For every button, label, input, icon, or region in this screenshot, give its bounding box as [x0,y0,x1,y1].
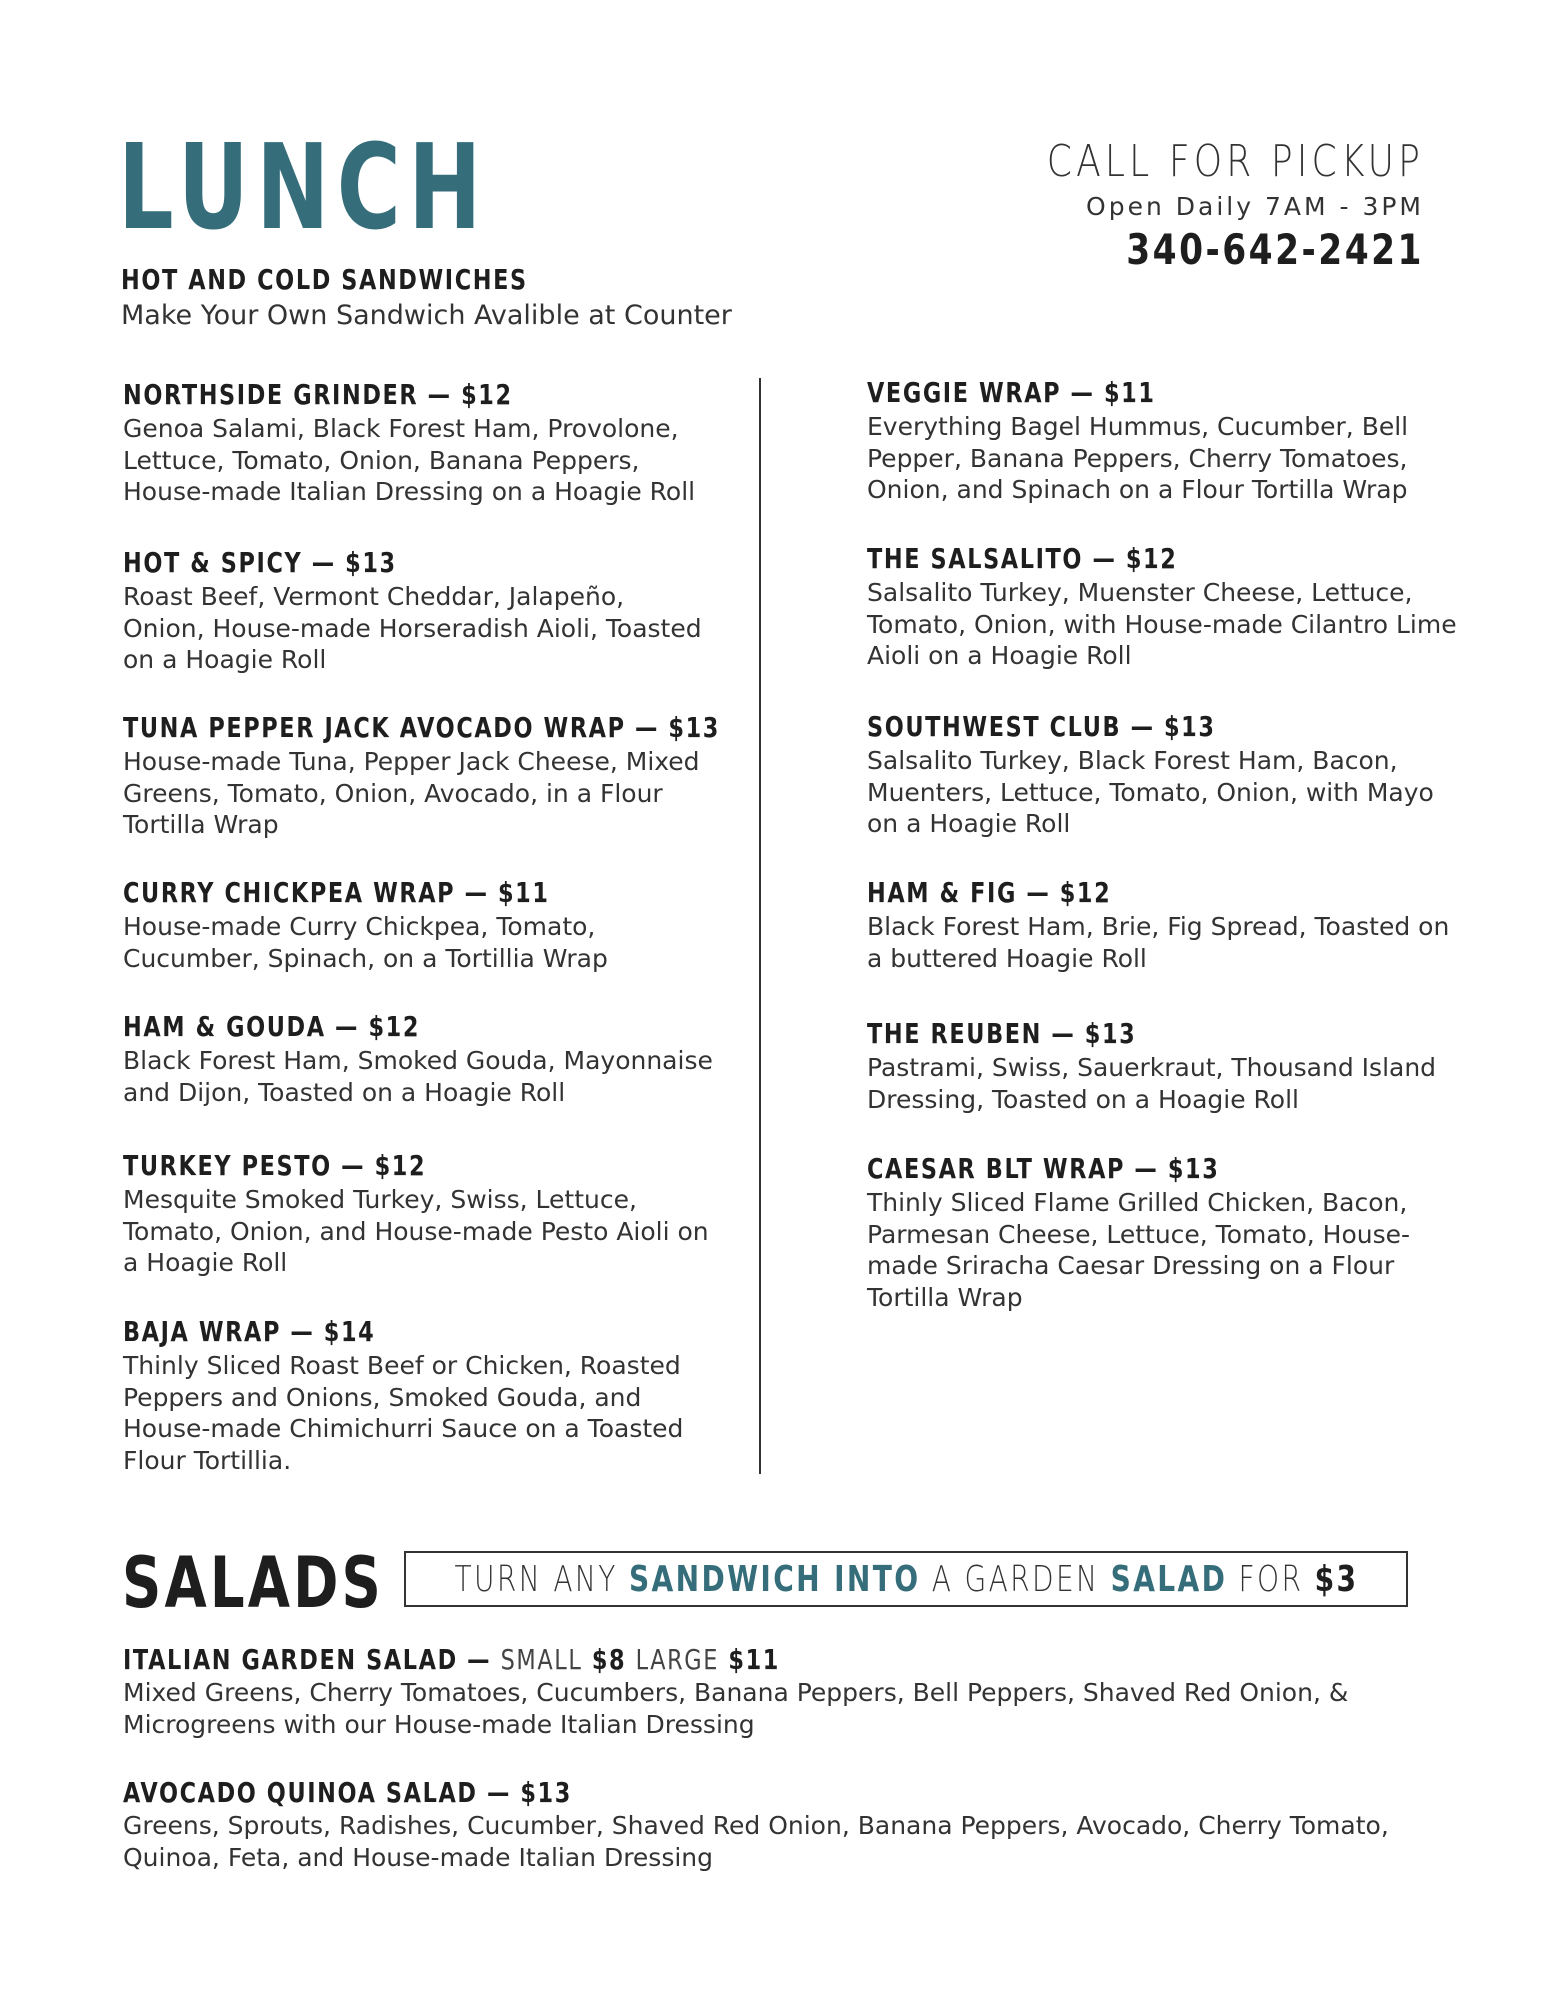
promo-price: $3 [1314,1558,1358,1600]
menu-item [867,1152,1457,1313]
menu-item [867,1017,1457,1115]
menu-item-description: Pastrami, Swiss, Sauerkraut, Thousand Island Dressing, Toasted on a Hoagie Roll [867,1053,1437,1114]
menu-item [867,710,1457,840]
salad-item-name: AVOCADO QUINOA SALAD — $13 [123,1776,572,1809]
salad-promo-banner [404,1551,1408,1607]
menu-item [123,1315,713,1476]
size-large-price: $11 [728,1643,780,1676]
menu-item-description: Everything Bagel Hummus, Cucumber, Bell Pepper, Banana Peppers, Cherry Tomatoes, Onion, and Spinach on a Flour Tortilla Wrap [867,412,1409,504]
menu-item [123,1149,713,1279]
menu-item-description: Thinly Sliced Roast Beef or Chicken, Roasted Peppers and Onions, Smoked Gouda, and House-made Chimichurri Sauce on a Toasted Flour Tortillia. [123,1351,684,1475]
menu-item-description: Salsalito Turkey, Muenster Cheese, Lettuce, Tomato, Onion, with House-made Cilantro Lime Aioli on a Hoagie Roll [867,578,1457,670]
menu-item-name: HOT & SPICY — $13 [123,546,397,579]
menu-item [123,876,713,974]
menu-item [867,542,1457,672]
sandwiches-header [121,263,732,331]
size-small-label: SMALL [500,1643,583,1676]
menu-item-description: Roast Beef, Vermont Cheddar, Jalapeño, Onion, House-made Horseradish Aioli, Toasted on a Hoagie Roll [123,582,702,674]
menu-item-description: House-made Curry Chickpea, Tomato, Cucumber, Spinach, on a Tortillia Wrap [123,912,608,973]
size-small-price: $8 [591,1643,627,1676]
salad-promo-text [454,1559,1358,1600]
menu-item-name: VEGGIE WRAP — $11 [867,376,1156,409]
menu-item-name: CAESAR BLT WRAP — $13 [867,1152,1220,1185]
menu-item-name: HAM & GOUDA — $12 [123,1010,421,1043]
salad-item [123,1643,1423,1740]
menu-item-name: THE SALSALITO — $12 [867,542,1178,575]
pickup-label: CALL FOR PICKUP [1046,136,1424,187]
promo-highlight: SALAD [1110,1558,1227,1600]
menu-item-name: SOUTHWEST CLUB — $13 [867,710,1216,743]
menu-item-description: House-made Tuna, Pepper Jack Cheese, Mixed Greens, Tomato, Onion, Avocado, in a Flour Tortilla Wrap [123,747,700,839]
menu-item-description: Thinly Sliced Flame Grilled Chicken, Bacon, Parmesan Cheese, Lettuce, Tomato, House-made Sriracha Caesar Dressing on a Flour Tortilla Wrap [867,1188,1411,1312]
promo-text-part: FOR [1226,1558,1315,1600]
salad-item-description: Mixed Greens, Cherry Tomatoes, Cucumbers, Banana Peppers, Bell Peppers, Shaved Red Onion, & Microgreens with our House-made Italian Dressing [123,1678,1349,1739]
promo-highlight: SANDWICH INTO [628,1558,921,1600]
menu-item-description: Black Forest Ham, Smoked Gouda, Mayonnaise and Dijon, Toasted on a Hoagie Roll [123,1046,713,1107]
menu-item-description: Genoa Salami, Black Forest Ham, Provolone, Lettuce, Tomato, Onion, Banana Peppers, House-made Italian Dressing on a Hoagie Roll [123,414,696,506]
phone-number: 340-642-2421 [1126,225,1424,274]
menu-item-name: HAM & FIG — $12 [867,876,1112,909]
salad-item [123,1776,1423,1873]
menu-item [123,711,720,841]
menu-item [123,378,713,508]
salad-item-name [123,1643,1163,1677]
menu-item-name: CURRY CHICKPEA WRAP — $11 [123,876,550,909]
menu-item [867,876,1457,974]
column-divider [759,378,761,1474]
menu-item [123,1010,713,1108]
pickup-info [964,136,1424,274]
sandwiches-note: Make Your Own Sandwich Avalible at Counter [121,300,732,331]
salad-name: ITALIAN GARDEN SALAD — [123,1643,492,1676]
menu-item [123,546,713,676]
promo-text-part: A GARDEN [920,1558,1111,1600]
menu-item-name: THE REUBEN — $13 [867,1017,1137,1050]
menu-item-name: NORTHSIDE GRINDER — $12 [123,378,513,411]
salads-section-title: SALADS [122,1542,384,1624]
menu-item-description: Salsalito Turkey, Black Forest Ham, Bacon, Muenters, Lettuce, Tomato, Onion, with Mayo on a Hoagie Roll [867,746,1434,838]
menu-item-description: Mesquite Smoked Turkey, Swiss, Lettuce, Tomato, Onion, and House-made Pesto Aioli on a Hoagie Roll [123,1185,709,1277]
menu-item-name: BAJA WRAP — $14 [123,1315,376,1348]
menu-item-name: TURKEY PESTO — $12 [123,1149,427,1182]
opening-hours: Open Daily 7AM - 3PM [1086,192,1424,221]
salad-item-description: Greens, Sprouts, Radishes, Cucumber, Shaved Red Onion, Banana Peppers, Avocado, Cherry Tomato, Quinoa, Feta, and House-made Italian Dressing [123,1811,1389,1872]
menu-item-name: TUNA PEPPER JACK AVOCADO WRAP — $13 [123,711,720,744]
menu-item-description: Black Forest Ham, Brie, Fig Spread, Toasted on a buttered Hoagie Roll [867,912,1450,973]
sandwiches-section-title: HOT AND COLD SANDWICHES [121,263,528,296]
promo-text-part: TURN ANY [454,1558,629,1600]
menu-item [867,376,1457,506]
page-title: LUNCH [118,118,489,256]
size-large-label: LARGE [635,1643,719,1676]
